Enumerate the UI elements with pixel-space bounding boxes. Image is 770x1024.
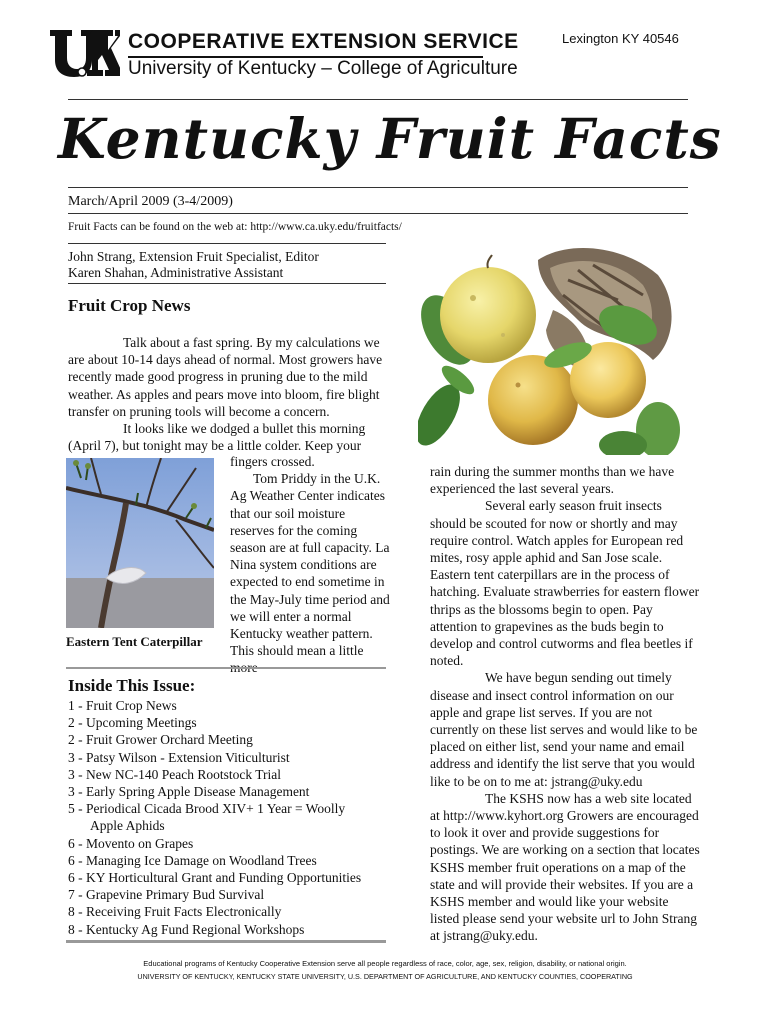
toc-item: 5 - Periodical Cicada Brood XIV+ 1 Year = Woolly: [68, 801, 346, 817]
toc-item: 1 - Fruit Crop News: [68, 698, 177, 713]
editor-rule-bottom: [68, 283, 386, 284]
article-paragraph: It looks like we dodged a bullet this morning (April 7), but tonight may be a little colder. Keep your: [68, 421, 366, 454]
pear-fruit-photo: [418, 240, 688, 455]
toc-rule-top: [66, 667, 386, 669]
location: Lexington KY 40546: [562, 31, 679, 46]
toc-item: 3 - Early Spring Apple Disease Management: [68, 784, 310, 800]
toc-heading: Inside This Issue:: [68, 676, 196, 695]
assistant-line: Karen Shahan, Administrative Assistant: [68, 265, 284, 280]
footer-cooperating: UNIVERSITY OF KENTUCKY, KENTUCKY STATE UNIVERSITY, U.S. DEPARTMENT OF AGRICULTURE, AND KENTUCKY COUNTIES, COOPERATING: [137, 972, 633, 981]
toc-item: 8 - Kentucky Ag Fund Regional Workshops: [68, 921, 305, 937]
uk-logo: [48, 28, 120, 78]
article-body-right: [430, 463, 700, 945]
toc-item: 7 - Grapevine Primary Bud Survival: [68, 887, 265, 903]
toc-item: 2 - Upcoming Meetings: [68, 715, 197, 731]
article-paragraph: We have begun sending out timely disease and insect control information on our apple and grape list serves. If you are not currently on these list serves and would like to be placed on either list, send your name and email address and identify the list serve that you would like to be on to me at: jstrang@uky.edu: [430, 670, 698, 789]
editor-rule-top: [68, 243, 386, 244]
toc-item: 6 - KY Horticultural Grant and Funding Opportunities: [68, 870, 362, 886]
photo-caption: Eastern Tent Caterpillar: [66, 634, 203, 649]
org-name: COOPERATIVE EXTENSION SERVICE: [128, 30, 519, 53]
article-paragraph: Tom Priddy in the U.K. Ag Weather Center indicates that our soil moisture reserves for the coming season are at full capacity. La Nina system conditions are expected to end sometime in the May-July time period and we will enter a normal Kentucky weather pattern. This should mean a little: [230, 471, 390, 659]
toc-item: Apple Aphids: [90, 818, 165, 834]
editor-credits: [68, 249, 319, 281]
article-paragraph: The KSHS now has a web site located at http://www.kyhort.org Growers are encouraged to look it over and provide suggestions for postings. We are working on a section that locates KSHS member fruit operations on a map of the state and will provide their websites. If you are a KSHS member and would like your website listed please send your website url to John Strang at jstrang@uky.edu.: [430, 790, 700, 944]
newsletter-title: Kentucky Fruit Facts: [58, 106, 722, 171]
issue-rule: [68, 213, 688, 214]
toc-item: 3 - Patsy Wilson - Extension Viticulturist: [68, 749, 290, 765]
tent-caterpillar-photo: [66, 458, 214, 628]
header-rule: [68, 99, 688, 100]
title-rule: [68, 187, 688, 188]
article-paragraph: Several early season fruit insects should be scouted for now or shortly and may require control. Watch apples for European red mites, rosy apple aphid and San Jose scale. Eastern tent caterpillars are in the process of hatching. Evaluate strawberries for eastern flower thrips as the blossoms begin to open. Pay attention to grapevines as the buds begin to develop and control cutworms and flea beetles if noted.: [430, 498, 700, 669]
university-name: University of Kentucky – College of Agriculture: [128, 58, 518, 79]
article-heading: Fruit Crop News: [68, 296, 191, 315]
toc-item: 6 - Managing Ice Damage on Woodland Trees: [68, 852, 317, 868]
toc-item: 6 - Movento on Grapes: [68, 835, 194, 851]
toc-item: 3 - New NC-140 Peach Rootstock Trial: [68, 766, 281, 782]
article-body-top: [68, 334, 388, 454]
article-paragraph: rain during the summer months than we have experienced the last several years.: [430, 464, 675, 497]
issue-date: March/April 2009 (3-4/2009): [68, 194, 233, 209]
footer-statement: Educational programs of Kentucky Cooperative Extension serve all people regardless of race, color, age, sex, religion, disability, or national origin.: [143, 959, 627, 968]
editor-line: John Strang, Extension Fruit Specialist, Editor: [68, 249, 319, 264]
toc-rule-bottom: [66, 940, 386, 943]
article-line: fingers crossed.: [230, 454, 315, 469]
web-note: Fruit Facts can be found on the web at: http://www.ca.uky.edu/fruitfacts/: [68, 221, 402, 233]
article-body-wrap: [230, 453, 390, 677]
toc-list: [68, 697, 388, 938]
article-paragraph: Talk about a fast spring. By my calculations we are about 10-14 days ahead of normal. Most growers have recently made good progress in pruning due to the mild weather. As apples and pears move into bloom, fire blight transfer on pruning tools will become a concern.: [68, 335, 383, 419]
toc-item: 8 - Receiving Fruit Facts Electronically: [68, 904, 282, 920]
toc-item: 2 - Fruit Grower Orchard Meeting: [68, 732, 253, 748]
